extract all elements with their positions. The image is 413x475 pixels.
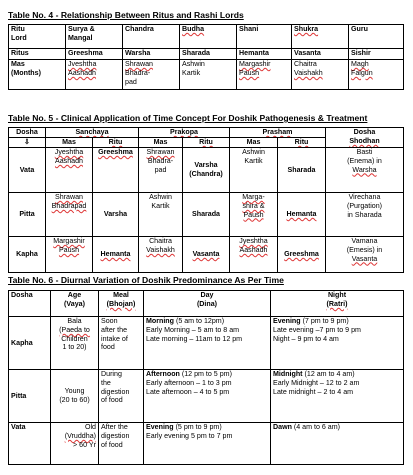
table6-cell: Morning (5 am to 12pm) Early Morning – 5 am to 8 am Late morning – 11am to 12 pm <box>144 317 271 370</box>
table-row <box>9 317 404 370</box>
table5-cell: Vasanta <box>183 237 230 273</box>
table6-title: Table No. 6 - Diurnal Variation of Doshik Predominance As Per Time <box>8 275 284 285</box>
table5-cell: Jyeshtha Aashadh <box>46 148 93 193</box>
table4-cell: Sharada <box>180 49 237 60</box>
table5-subheader-ritu: Ritu <box>93 138 139 148</box>
table5-cell: Varsha <box>93 193 139 237</box>
table6-header-day: Day (Dina) <box>144 291 271 317</box>
table4-cell: Mas (Months) <box>9 60 66 90</box>
table6-cell: Evening (7 pm to 9 pm) Late evening –7 pm to 9 pm Night – 9 pm to 4 am <box>271 317 404 370</box>
table4 <box>8 24 404 90</box>
table4-cell: Surya & Mangal <box>66 25 123 49</box>
table5-cell: Greeshma <box>278 237 326 273</box>
table4-cell: Hemanta <box>237 49 292 60</box>
table5-dosha: Vata <box>9 148 46 193</box>
table6-cell: Old (Vruddha) > 60 Yr <box>51 423 99 465</box>
table5-header-shodhan: Dosha Shodhan <box>326 128 404 148</box>
table4-cell: Jveshtha Aashadh <box>66 60 123 90</box>
table6-header-night: Night (Ratri) <box>271 291 404 317</box>
table4-cell: Vasanta <box>292 49 349 60</box>
table6-header-dosha: Dosha <box>9 291 51 317</box>
table5-header-row <box>9 128 404 138</box>
table-row <box>9 423 404 465</box>
arrow-down-icon: ⇩ <box>9 138 46 148</box>
table5-cell: Sharada <box>183 193 230 237</box>
table6-header-meal: Meal (Bhojan) <box>99 291 144 317</box>
table4-cell: Budha <box>180 25 237 49</box>
table4-cell: Sishir <box>349 49 404 60</box>
table6-dosha: Kapha <box>9 317 51 370</box>
table4-row-ritus <box>9 49 404 60</box>
table6-cell: After the digestion of food <box>99 423 144 465</box>
table5-cell: Varsha (Chandra) <box>183 148 230 193</box>
table5-cell: Shrawan Bhadrapad <box>46 193 93 237</box>
table5-dosha: Pitta <box>9 193 46 237</box>
table6-header-age: Age (Vaya) <box>51 291 99 317</box>
table4-cell: Ritus <box>9 49 66 60</box>
table6-cell: Evening (5 pm to 9 pm) Early evening 5 pm to 7 pm <box>144 423 271 465</box>
table-row <box>9 237 404 273</box>
table5-cell: Shrawan Bhadra- pad <box>139 148 183 193</box>
table5-header-dosha: Dosha <box>9 128 46 138</box>
table6-dosha: Vata <box>9 423 51 465</box>
table6-cell: During the digestion of food <box>99 370 144 423</box>
table5-cell: Hemanta <box>278 193 326 237</box>
table5-cell: Greeshma <box>93 148 139 193</box>
table4-cell: Margashir Paush <box>237 60 292 90</box>
table6-header-row <box>9 291 404 317</box>
table5 <box>8 127 404 273</box>
table6-cell: Dawn (4 am to 6 am) <box>271 423 404 465</box>
table5-cell: Sharada <box>278 148 326 193</box>
table6-cell: Midnight (12 am to 4 am) Early Midnight – 12 to 2 am Late midnight – 2 to 4 am <box>271 370 404 423</box>
table4-row-months <box>9 60 404 90</box>
table-row <box>9 193 404 237</box>
table4-cell: Shukra <box>292 25 349 49</box>
table5-title: Table No. 5 - Clinical Application of Time Concept For Doshik Pathogenesis & Treatment <box>8 113 368 123</box>
table-row <box>9 370 404 423</box>
table5-subheader-ritu: Ritu <box>278 138 326 148</box>
table-row <box>9 148 404 193</box>
table6-cell: Afternoon (12 pm to 5 pm) Early afternoon – 1 to 3 pm Late afternoon – 4 to 5 pm <box>144 370 271 423</box>
table5-header-prasham: Prasham <box>230 128 326 138</box>
table5-subheader-mas: Mas <box>230 138 278 148</box>
table5-cell: Jyeshtha Aashadh <box>230 237 278 273</box>
table5-cell: Margashir Paush <box>46 237 93 273</box>
table6-cell: Bala (Paeda to Children 1 to 20) <box>51 317 99 370</box>
table5-subheader-mas: Mas <box>139 138 183 148</box>
table4-cell: Guru <box>349 25 404 49</box>
table4-cell: Chaitra Vaishakh <box>292 60 349 90</box>
table5-dosha: Kapha <box>9 237 46 273</box>
table5-cell: Virechana (Purgation) in Sharada <box>326 193 404 237</box>
table4-row-lords <box>9 25 404 49</box>
table5-cell: Basti (Enema) in Warsha <box>326 148 404 193</box>
table5-cell: Chaitra Vaishakh <box>139 237 183 273</box>
table4-cell: Warsha <box>123 49 180 60</box>
table5-cell: Ashwin Kartik <box>230 148 278 193</box>
table5-cell: Vamana (Emesis) in Vasanta <box>326 237 404 273</box>
table6-cell: Young (20 to 60) <box>51 370 99 423</box>
table4-cell: Ashwin Kartik <box>180 60 237 90</box>
table5-subheader-mas: Mas <box>46 138 93 148</box>
table6 <box>8 290 404 465</box>
table5-cell: Hemanta <box>93 237 139 273</box>
table6-dosha: Pitta <box>9 370 51 423</box>
table6-cell: Soon after the intake of food <box>99 317 144 370</box>
table5-header-prakopa: Prakopa <box>139 128 230 138</box>
table4-cell: Shrawan Bhadra- pad <box>123 60 180 90</box>
table5-cell: Ashwin Kartik <box>139 193 183 237</box>
table4-cell: Magh Falgun <box>349 60 404 90</box>
table5-subheader-ritu: Ritu <box>183 138 230 148</box>
table4-cell: Chandra <box>123 25 180 49</box>
table4-title: Table No. 4 - Relationship Between Ritus and Rashi Lords <box>8 10 244 20</box>
table4-cell: Greeshma <box>66 49 123 60</box>
table4-cell: Shani <box>237 25 292 49</box>
table4-cell: Ritu Lord <box>9 25 66 49</box>
table5-cell: Marga- shira & Paush <box>230 193 278 237</box>
table5-header-sanchaya: Sanchaya <box>46 128 139 138</box>
